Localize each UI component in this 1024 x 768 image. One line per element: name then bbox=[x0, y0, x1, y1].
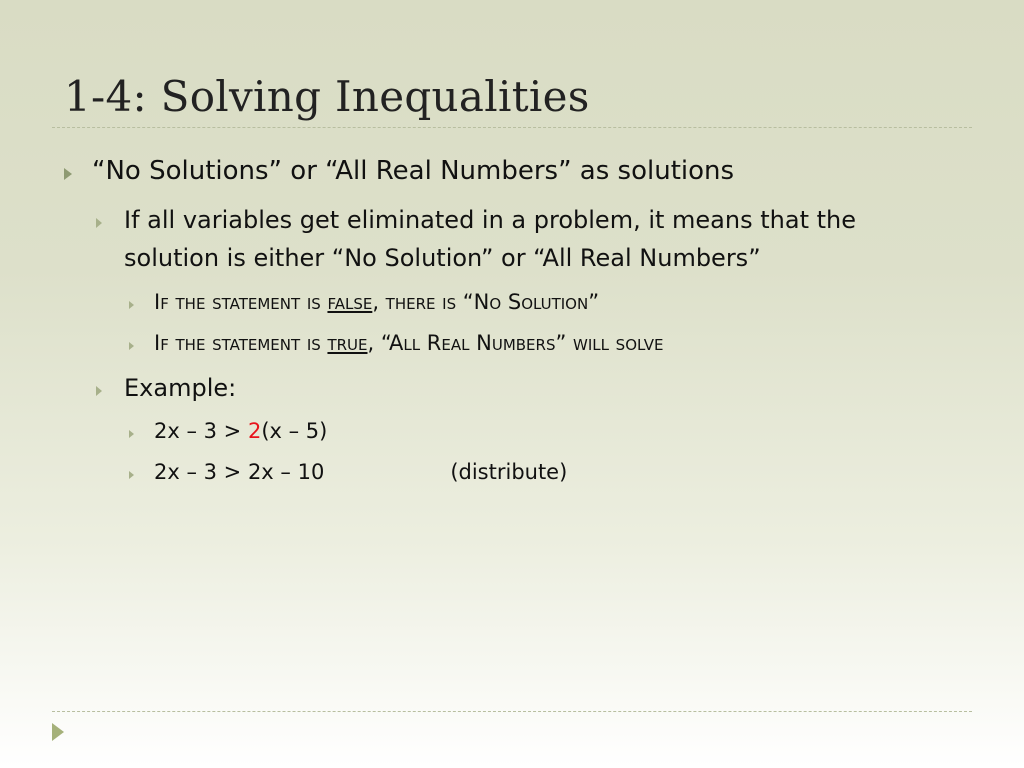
bullet-text: “No Solutions” or “All Real Numbers” as solutions bbox=[92, 156, 735, 186]
triangle-bullet-icon bbox=[129, 301, 134, 309]
bullet-text bbox=[154, 412, 327, 450]
footer-divider bbox=[52, 711, 972, 712]
bullet-text-prefix: If the statement is bbox=[154, 331, 328, 355]
bullet-text-suffix: , “All Real Numbers” will solve bbox=[367, 331, 664, 355]
title-divider bbox=[52, 127, 972, 128]
triangle-bullet-icon bbox=[64, 168, 72, 180]
triangle-bullet-icon bbox=[129, 430, 134, 438]
triangle-bullet-icon bbox=[96, 218, 102, 228]
step-note: (distribute) bbox=[450, 460, 568, 484]
bullet-text: If all variables get eliminated in a problem, it means that the bbox=[124, 206, 856, 234]
expr-prefix: 2x – 3 > bbox=[154, 419, 248, 443]
slide-title: 1-4: Solving Inequalities bbox=[64, 72, 590, 121]
bullet-text: solution is either “No Solution” or “All Real Numbers” bbox=[124, 244, 761, 272]
triangle-bullet-icon bbox=[129, 471, 134, 479]
play-arrow-icon[interactable] bbox=[52, 723, 64, 741]
expr-suffix: (x – 5) bbox=[261, 419, 328, 443]
highlighted-coefficient: 2 bbox=[247, 419, 262, 443]
bullet-text: Example: bbox=[124, 374, 237, 402]
bullet-text-suffix: , there is “No Solution” bbox=[372, 290, 600, 314]
bullet-text bbox=[154, 453, 567, 491]
emphasis-false: false bbox=[327, 290, 373, 314]
bullet-text-prefix: If the statement is bbox=[154, 290, 328, 314]
triangle-bullet-icon bbox=[129, 342, 134, 350]
emphasis-true: true bbox=[327, 331, 368, 355]
bullet-text bbox=[154, 283, 599, 321]
expr: 2x – 3 > 2x – 10 bbox=[154, 460, 325, 484]
triangle-bullet-icon bbox=[96, 386, 102, 396]
bullet-text bbox=[154, 324, 663, 362]
